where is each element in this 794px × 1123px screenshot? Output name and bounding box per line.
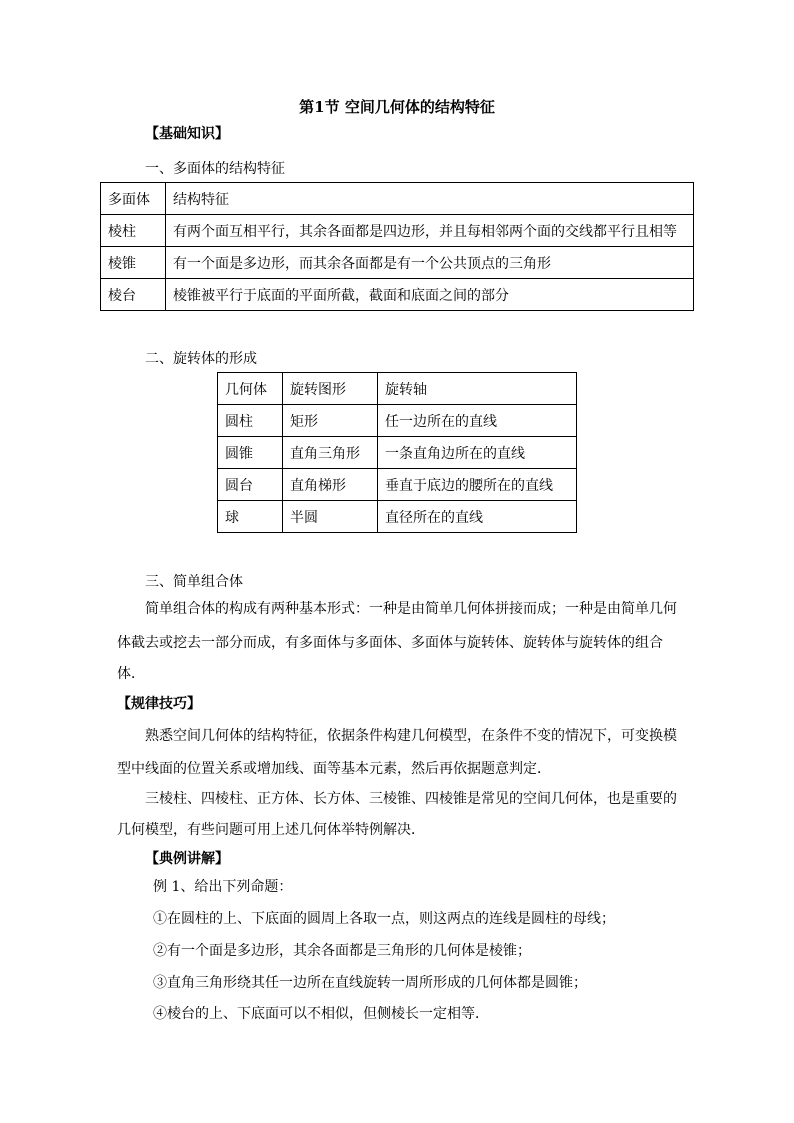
table-header-row — [101, 183, 694, 215]
table-row — [218, 437, 577, 469]
table-cell: 直角梯形 — [283, 469, 378, 501]
section3-heading: 三、简单组合体 — [145, 574, 243, 590]
table-cell: 棱台 — [101, 279, 166, 311]
table-cell: 棱锥被平行于底面的平面所截，截面和底面之间的部分 — [166, 279, 694, 311]
section2-heading: 二、旋转体的形成 — [145, 351, 257, 367]
table-header-cell: 几何体 — [218, 373, 283, 405]
table-row — [101, 215, 694, 247]
table-cell: 有一个面是多边形，而其余各面都是有一个公共顶点的三角形 — [166, 247, 694, 279]
table-cell: 直径所在的直线 — [378, 501, 577, 533]
table-cell: 圆台 — [218, 469, 283, 501]
section1-heading: 一、多面体的结构特征 — [145, 161, 285, 177]
table-header-cell: 多面体 — [101, 183, 166, 215]
table-cell: 圆柱 — [218, 405, 283, 437]
rules-p2-line-2: 几何模型，有些问题可用上述几何体举特例解决． — [117, 822, 425, 838]
example1-item-1: ①在圆柱的上、下底面的圆周上各取一点，则这两点的连线是圆柱的母线； — [153, 911, 615, 927]
table-header-row — [218, 373, 577, 405]
page-title: 第1节 空间几何体的结构特征 — [299, 98, 495, 116]
table-cell: 矩形 — [283, 405, 378, 437]
table-cell: 一条直角边所在的直线 — [378, 437, 577, 469]
table-row — [101, 279, 694, 311]
polyhedron-table — [100, 182, 694, 311]
table-row — [218, 469, 577, 501]
example1-item-3: ③直角三角形绕其任一边所在直线旋转一周所形成的几何体都是圆锥； — [153, 975, 587, 991]
section3-line-3: 体． — [117, 666, 145, 682]
table-cell: 棱锥 — [101, 247, 166, 279]
table-cell: 圆锥 — [218, 437, 283, 469]
table-cell: 垂直于底边的腰所在的直线 — [378, 469, 577, 501]
rules-p2-line-1: 三棱柱、四棱柱、正方体、长方体、三棱锥、四棱锥是常见的空间几何体，也是重要的 — [145, 791, 677, 807]
basic-knowledge-heading: 【基础知识】 — [145, 126, 229, 142]
table-header-cell: 结构特征 — [166, 183, 694, 215]
rules-p1-line-1: 熟悉空间几何体的结构特征，依据条件构建几何模型，在条件不变的情况下，可变换模 — [145, 728, 677, 744]
rules-p1-line-2: 型中线面的位置关系或增加线、面等基本元素，然后再依据题意判定． — [117, 761, 551, 777]
table-cell: 球 — [218, 501, 283, 533]
section3-line-2: 体截去或挖去一部分而成，有多面体与多面体、多面体与旋转体、旋转体与旋转体的组合 — [117, 635, 663, 651]
table-row — [218, 405, 577, 437]
section3-line-1: 简单组合体的构成有两种基本形式：一种是由简单几何体拼接而成；一种是由简单几何 — [145, 601, 677, 617]
table-cell: 棱柱 — [101, 215, 166, 247]
table-header-cell: 旋转图形 — [283, 373, 378, 405]
example1-intro: 例 1、给出下列命题： — [153, 879, 293, 895]
examples-heading: 【典例讲解】 — [145, 851, 229, 867]
example1-item-2: ②有一个面是多边形，其余各面都是三角形的几何体是棱锥； — [153, 943, 531, 959]
rules-heading: 【规律技巧】 — [117, 696, 201, 712]
table-header-cell: 旋转轴 — [378, 373, 577, 405]
table-cell: 有两个面互相平行，其余各面都是四边形，并且每相邻两个面的交线都平行且相等 — [166, 215, 694, 247]
example1-item-4: ④棱台的上、下底面可以不相似，但侧棱长一定相等． — [153, 1006, 489, 1022]
table-cell: 半圆 — [283, 501, 378, 533]
table-row — [218, 501, 577, 533]
table-cell: 任一边所在的直线 — [378, 405, 577, 437]
table-cell: 直角三角形 — [283, 437, 378, 469]
table-row — [101, 247, 694, 279]
rotation-body-table — [217, 372, 577, 533]
